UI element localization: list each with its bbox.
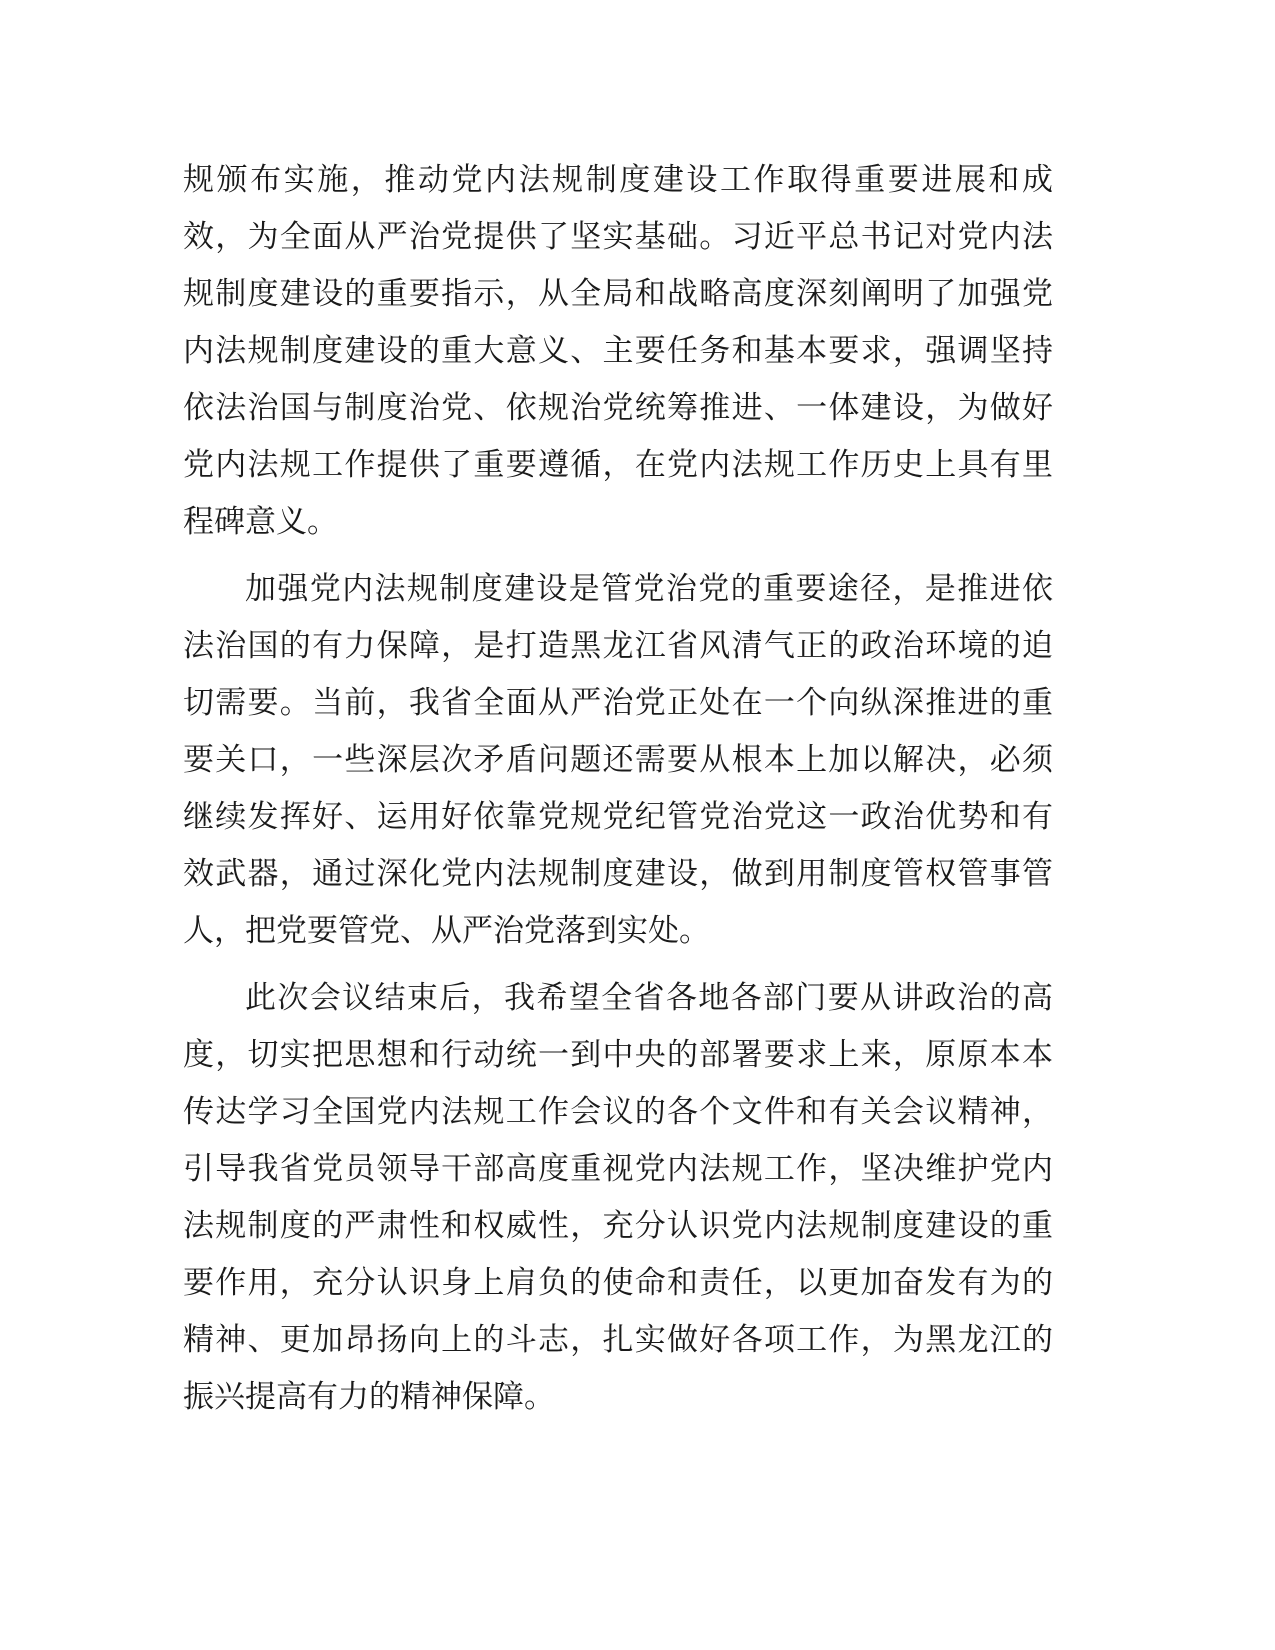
paragraph-line: 内法规制度建设的重大意义、主要任务和基本要求，强调坚持: [183, 333, 1053, 369]
paragraph-line: 加强党内法规制度建设是管党治党的重要途径，是推进依: [245, 571, 1053, 607]
paragraph-line: 振兴提高有力的精神保障。: [183, 1379, 555, 1415]
paragraph-line: 效，为全面从严治党提供了坚实基础。习近平总书记对党内法: [183, 219, 1053, 255]
paragraph-line: 继续发挥好、运用好依靠党规党纪管党治党这一政治优势和有: [183, 799, 1053, 835]
paragraph-line: 依法治国与制度治党、依规治党统筹推进、一体建设，为做好: [183, 390, 1053, 426]
paragraph-line: 法治国的有力保障，是打造黑龙江省风清气正的政治环境的迫: [183, 628, 1053, 664]
paragraph-line: 效武器，通过深化党内法规制度建设，做到用制度管权管事管: [183, 856, 1053, 892]
paragraph-line: 传达学习全国党内法规工作会议的各个文件和有关会议精神，: [183, 1094, 1053, 1130]
paragraph-spacer: [183, 551, 1053, 561]
paragraph-1: [183, 152, 1053, 551]
paragraph-line: 要关口，一些深层次矛盾问题还需要从根本上加以解决，必须: [183, 742, 1053, 778]
paragraph-line: 要作用，充分认识身上肩负的使命和责任，以更加奋发有为的: [183, 1265, 1053, 1301]
paragraph-line: 此次会议结束后，我希望全省各地各部门要从讲政治的高: [245, 980, 1053, 1016]
paragraph-spacer: [183, 960, 1053, 970]
paragraph-line: 规制度建设的重要指示，从全局和战略高度深刻阐明了加强党: [183, 276, 1053, 312]
document-body: [183, 152, 1053, 1426]
paragraph-3: [183, 970, 1053, 1426]
paragraph-line: 人，把党要管党、从严治党落到实处。: [183, 913, 710, 949]
paragraph-line: 党内法规工作提供了重要遵循，在党内法规工作历史上具有里: [183, 447, 1053, 483]
paragraph-line: 度，切实把思想和行动统一到中央的部署要求上来，原原本本: [183, 1037, 1053, 1073]
paragraph-line: 规颁布实施，推动党内法规制度建设工作取得重要进展和成: [183, 162, 1053, 198]
paragraph-line: 引导我省党员领导干部高度重视党内法规工作，坚决维护党内: [183, 1151, 1053, 1187]
paragraph-line: 程碑意义。: [183, 504, 338, 540]
paragraph-2: [183, 561, 1053, 960]
paragraph-line: 法规制度的严肃性和权威性，充分认识党内法规制度建设的重: [183, 1208, 1053, 1244]
paragraph-line: 切需要。当前，我省全面从严治党正处在一个向纵深推进的重: [183, 685, 1053, 721]
paragraph-line: 精神、更加昂扬向上的斗志，扎实做好各项工作，为黑龙江的: [183, 1322, 1053, 1358]
